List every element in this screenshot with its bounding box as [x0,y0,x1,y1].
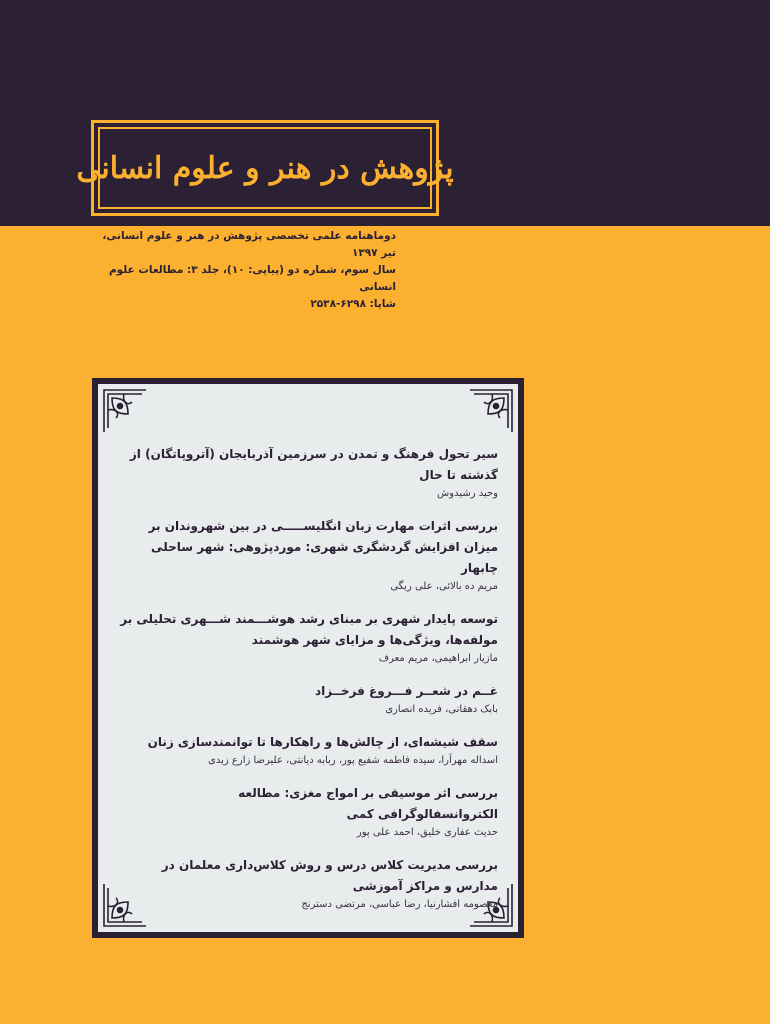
toc-panel [98,384,518,932]
journal-meta-lines [96,228,396,313]
article-authors: مازیار ابراهیمی، مریم معرف [378,653,498,664]
masthead-inner [76,127,454,209]
article-title: بررسی اثر موسیقی بر امواج مغزی: مطالعه الکتروانسفالوگرافی کمی [238,786,498,821]
toc-frame [92,378,524,938]
ornament-corner-icon [468,388,514,434]
article-authors: اسداله مهرآرا، سیده فاطمه شفیع پور، ربابه دیانتی، علیرضا زارع زیدی [208,755,498,766]
article-authors: معصومه افشارنیا، رضا عباسی، مرتضی دسترنج [301,899,498,910]
list-item [116,609,498,667]
meta-line-issue: دوماهنامه علمی تخصصی پژوهش در هنر و علوم انسانی، تیر ۱۳۹۷ [102,230,396,259]
list-item [116,732,498,769]
article-title: بررسی اثرات مهارت زبان انگلیســـــی در بین شهروندان بر میزان افزایش گردشگری شهری: موردپژوهی: شهر ساحلی چابهار [148,519,498,575]
list-item [116,783,498,841]
article-title: غــم در شعــر فـــروغ فرخــزاد [314,684,498,698]
article-list [116,444,498,927]
article-title: توسعه پایدار شهری بر مبنای رشد هوشـــمند شـــهری تحلیلی بر مولفه‌ها، ویژگی‌ها و مزایای شهر هوشمند [120,612,498,647]
article-title: بررسی مدیریت کلاس درس و روش کلاس‌داری معلمان در مدارس و مراکز آموزشی [161,858,498,893]
meta-line-volume: سال سوم، شماره دو (پیاپی: ۱۰)، جلد ۳: مطالعات علوم انسانی [108,264,396,293]
list-item [116,444,498,502]
meta-line-issn: شاپا: ۶۲۹۸-۲۵۳۸ [310,298,396,310]
article-authors: بابک دهقانی، فریده انصاری [385,704,498,715]
article-title: سیر تحول فرهنگ و تمدن در سرزمین آذربایجان (آتروپاتگان) از گذشته تا حال [129,447,498,482]
article-authors: مریم ده بالائی، علی ریگی [390,581,498,592]
list-item [116,855,498,913]
article-title: سقف شیشه‌ای، از چالش‌ها و راهکارها تا توانمندسازی زنان [147,735,498,749]
masthead [76,120,454,216]
article-authors: وحید رشیدوش [437,488,498,499]
list-item [116,516,498,595]
journal-meta [96,228,396,313]
ornament-corner-icon [102,388,148,434]
journal-title: پژوهش در هنر و علوم انسانی [76,150,454,186]
list-item [116,681,498,718]
article-authors: حدیث عفاری خلیق، احمد علی پور [356,827,498,838]
